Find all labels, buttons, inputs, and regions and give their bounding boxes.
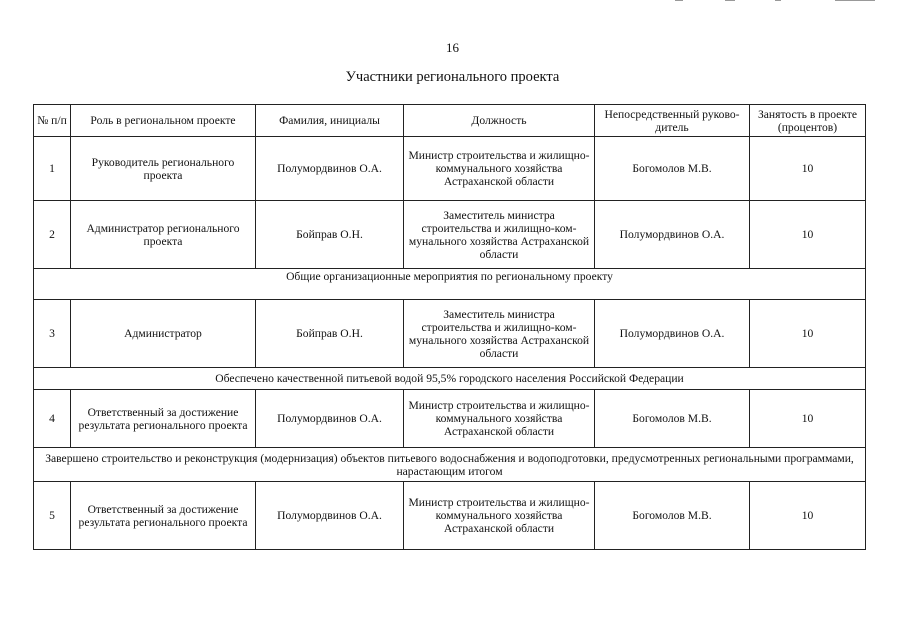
cell-role: Ответственный за достижение результата регионального проекта xyxy=(71,482,256,550)
participants-table xyxy=(33,104,866,550)
cell-supervisor: Богомолов М.В. xyxy=(595,482,750,550)
col-header-role: Роль в региональном проекте xyxy=(71,105,256,137)
cell-name: Полумордвинов О.А. xyxy=(256,482,404,550)
section-heading-row xyxy=(34,269,866,300)
cell-employment: 10 xyxy=(750,300,866,368)
cell-supervisor: Полумордвинов О.А. xyxy=(595,201,750,269)
cell-position: Министр строительства и жилищно-коммунального хозяйства Астраханской области xyxy=(404,482,595,550)
table-row xyxy=(34,390,866,448)
cell-name: Бойправ О.Н. xyxy=(256,300,404,368)
cell-number: 3 xyxy=(34,300,71,368)
cell-number: 2 xyxy=(34,201,71,269)
table-row xyxy=(34,300,866,368)
table-row xyxy=(34,201,866,269)
section-heading-row xyxy=(34,368,866,390)
cell-position: Министр строительства и жилищно-коммунального хозяйства Астраханской области xyxy=(404,390,595,448)
cell-name: Бойправ О.Н. xyxy=(256,201,404,269)
cell-number: 4 xyxy=(34,390,71,448)
col-header-number: № п/п xyxy=(34,105,71,137)
cell-name: Полумордвинов О.А. xyxy=(256,390,404,448)
section-heading: Общие организационные мероприятия по региональному проекту xyxy=(34,269,866,300)
cell-supervisor: Богомолов М.В. xyxy=(595,390,750,448)
section-heading: Завершено строительство и реконструкция (модернизация) объектов питьевого водоснабжения и водоподготовки, предусмотренных региональными программами, нарастающим итогом xyxy=(34,448,866,482)
scan-edge-marks xyxy=(675,0,895,3)
cell-supervisor: Богомолов М.В. xyxy=(595,137,750,201)
section-heading: Обеспечено качественной питьевой водой 95,5% городского населения Российской Федерации xyxy=(34,368,866,390)
col-header-supervisor: Непосредственный руково-дитель xyxy=(595,105,750,137)
cell-number: 1 xyxy=(34,137,71,201)
cell-employment: 10 xyxy=(750,137,866,201)
cell-employment: 10 xyxy=(750,482,866,550)
cell-position: Заместитель министра строительства и жилищно-ком-мунального хозяйства Астраханской области xyxy=(404,201,595,269)
page-title: Участники регионального проекта xyxy=(345,69,560,85)
col-header-name: Фамилия, инициалы xyxy=(256,105,404,137)
cell-position: Министр строительства и жилищно-коммунального хозяйства Астраханской области xyxy=(404,137,595,201)
cell-position: Заместитель министра строительства и жилищно-ком-мунального хозяйства Астраханской области xyxy=(404,300,595,368)
col-header-employment: Занятость в проекте (процентов) xyxy=(750,105,866,137)
table-row xyxy=(34,137,866,201)
cell-role: Руководитель регионального проекта xyxy=(71,137,256,201)
cell-employment: 10 xyxy=(750,201,866,269)
section-heading-row xyxy=(34,448,866,482)
table-header-row xyxy=(34,105,866,137)
page-number: 16 xyxy=(446,40,459,55)
cell-supervisor: Полумордвинов О.А. xyxy=(595,300,750,368)
cell-role: Администратор xyxy=(71,300,256,368)
table-row xyxy=(34,482,866,550)
cell-number: 5 xyxy=(34,482,71,550)
cell-role: Ответственный за достижение результата регионального проекта xyxy=(71,390,256,448)
cell-name: Полумордвинов О.А. xyxy=(256,137,404,201)
cell-employment: 10 xyxy=(750,390,866,448)
col-header-position: Должность xyxy=(404,105,595,137)
cell-role: Администратор регионального проекта xyxy=(71,201,256,269)
